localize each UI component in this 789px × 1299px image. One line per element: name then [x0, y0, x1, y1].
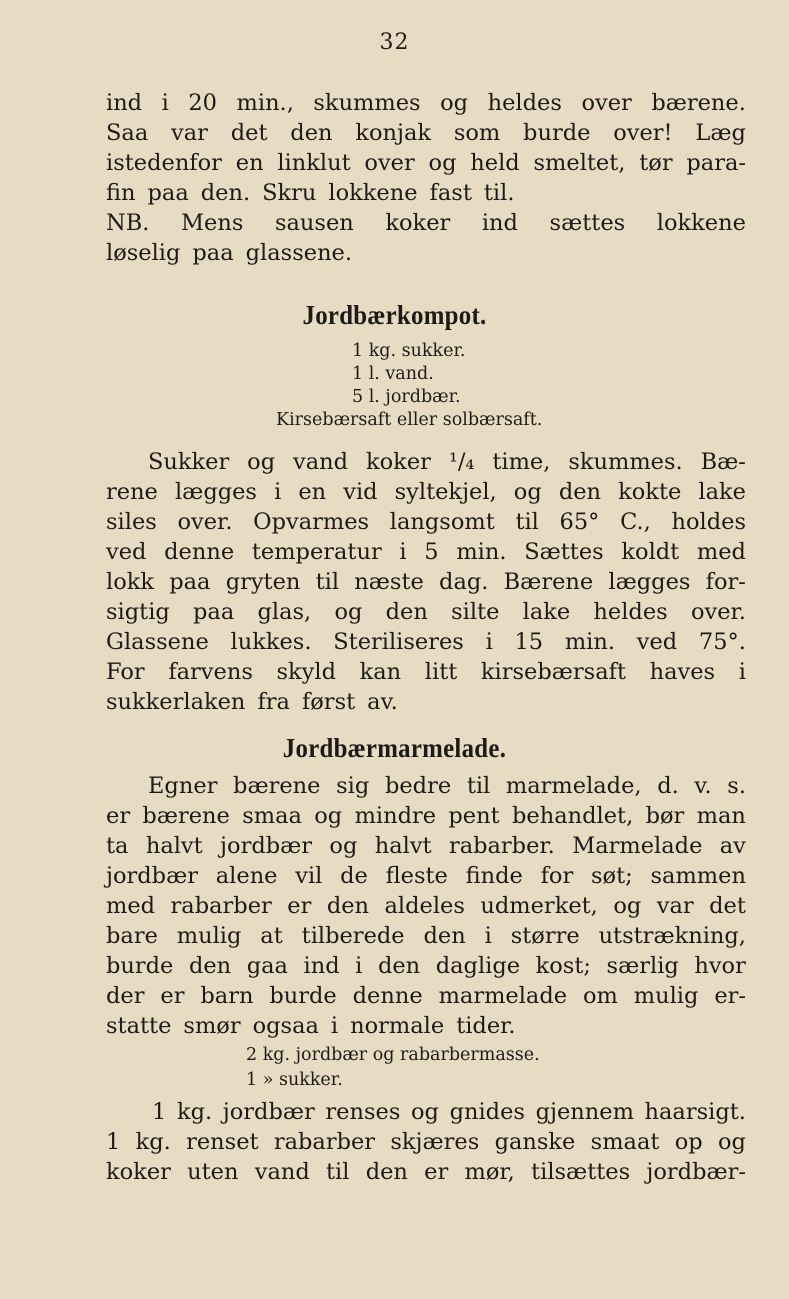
- word: temperatur: [251, 539, 382, 565]
- word: over.: [177, 509, 233, 535]
- word: paa: [147, 180, 189, 206]
- word: gryten: [225, 569, 301, 595]
- word: en: [235, 150, 264, 176]
- word: istedenfor: [106, 150, 222, 176]
- word: halvt: [374, 833, 432, 859]
- word: og: [247, 449, 276, 475]
- word: lægges: [608, 569, 691, 595]
- word: lake: [522, 599, 571, 625]
- text-line: [106, 1127, 746, 1157]
- word: fleste: [385, 863, 448, 889]
- word: 5: [424, 539, 439, 565]
- word: fast: [429, 180, 472, 206]
- word: paa: [192, 240, 234, 266]
- text-line: [106, 477, 746, 507]
- word: mør,: [464, 1159, 515, 1185]
- word: smør: [183, 1013, 241, 1039]
- ingredient-line: Kirsebærsaft eller solbærsaft.: [276, 410, 543, 430]
- word: tør: [639, 150, 673, 176]
- word: lake: [698, 479, 746, 505]
- word: i: [274, 479, 282, 505]
- word: over: [364, 150, 415, 176]
- word: om: [582, 983, 618, 1009]
- word: marmelade,: [505, 773, 642, 799]
- word: skjæres: [390, 1129, 480, 1155]
- word: større: [510, 923, 580, 949]
- word: kokte: [618, 479, 682, 505]
- word: 20: [188, 90, 217, 116]
- word: sig: [336, 773, 370, 799]
- text-line: [106, 1011, 746, 1041]
- text-line: [106, 208, 746, 238]
- word: 1: [152, 1099, 167, 1125]
- word: denne: [164, 539, 235, 565]
- word: udmerket,: [480, 893, 598, 919]
- word: til: [326, 1159, 350, 1185]
- word: alene: [215, 863, 278, 889]
- word: kost;: [535, 953, 591, 979]
- word: søt;: [591, 863, 633, 889]
- word: Marmelade: [572, 833, 703, 859]
- word: renses: [325, 1099, 401, 1125]
- text-line: [106, 238, 746, 268]
- word: bedre: [384, 773, 452, 799]
- word: i: [330, 1013, 339, 1039]
- word: Steriliseres: [333, 629, 464, 655]
- word: paa: [193, 599, 235, 625]
- word: fin: [106, 180, 136, 206]
- word: rabarber: [273, 1129, 376, 1155]
- word: kg.: [176, 1099, 213, 1125]
- word: silte: [451, 599, 500, 625]
- word: marmelade: [438, 983, 568, 1009]
- word: ved: [636, 629, 678, 655]
- word: smaa: [242, 803, 302, 829]
- word: den: [290, 120, 333, 146]
- word: heldes: [487, 90, 562, 116]
- word: behandlet,: [512, 803, 634, 829]
- word: den: [558, 479, 602, 505]
- word: denne: [352, 983, 423, 1009]
- word: lokk: [106, 569, 155, 595]
- word: og: [613, 893, 642, 919]
- word: sammen: [650, 863, 746, 889]
- word: den: [385, 599, 428, 625]
- word: til: [515, 509, 539, 535]
- heading-jordbaerkompot: Jordbærkompot.: [302, 300, 487, 330]
- word: den: [326, 893, 370, 919]
- word: og: [717, 1129, 746, 1155]
- word: med: [696, 539, 746, 565]
- word: mulig: [176, 923, 242, 949]
- word: Saa: [106, 120, 149, 146]
- word: s.: [727, 773, 746, 799]
- word: som: [453, 120, 501, 146]
- word: fra: [257, 689, 290, 715]
- word: 15: [514, 629, 544, 655]
- text-line: [106, 627, 746, 657]
- word: skummes: [313, 90, 421, 116]
- word: i: [399, 539, 407, 565]
- word: 75°.: [698, 629, 746, 655]
- heading-jordbaermarmelade: Jordbærmarmelade.: [282, 733, 507, 763]
- word: smaat: [590, 1129, 660, 1155]
- word: Opvarmes: [253, 509, 370, 535]
- text-line: [106, 981, 746, 1011]
- ingredient-line: 1 kg. sukker.: [352, 341, 466, 361]
- word: uten: [187, 1159, 239, 1185]
- word: til.: [483, 180, 515, 206]
- text-line: [106, 1157, 746, 1187]
- marmelade-paragraph: [106, 771, 746, 1041]
- word: er: [106, 803, 131, 829]
- word: er: [160, 983, 185, 1009]
- word: bærene: [233, 773, 321, 799]
- word: ganske: [494, 1129, 576, 1155]
- text-line: [106, 178, 746, 208]
- word: tider.: [456, 1013, 516, 1039]
- text-line: [106, 861, 746, 891]
- word: kg.: [135, 1129, 171, 1155]
- word: smeltet,: [533, 150, 626, 176]
- word: gnides: [449, 1099, 525, 1125]
- word: er: [287, 893, 312, 919]
- word: Bærene: [503, 569, 594, 595]
- text-line: [106, 657, 746, 687]
- word: mulig: [633, 983, 699, 1009]
- word: barn: [200, 983, 254, 1009]
- intro-paragraph: [106, 88, 746, 268]
- word: NB.: [106, 210, 150, 236]
- text-line: [106, 891, 746, 921]
- word: Læg: [695, 120, 746, 146]
- word: bare: [106, 923, 158, 949]
- text-line: [106, 507, 746, 537]
- word: gjennem: [535, 1099, 634, 1125]
- word: d.: [657, 773, 679, 799]
- word: heldes: [593, 599, 668, 625]
- word: var: [171, 120, 208, 146]
- word: Bæ-: [700, 449, 746, 475]
- word: den.: [200, 180, 251, 206]
- word: konjak: [355, 120, 432, 146]
- word: sættes: [549, 210, 626, 236]
- text-line: [106, 118, 746, 148]
- text-line: [106, 537, 746, 567]
- word: para-: [686, 150, 746, 176]
- text-line: [152, 1097, 746, 1127]
- word: vand: [293, 449, 349, 475]
- word: koldt: [621, 539, 680, 565]
- word: over: [581, 90, 632, 116]
- page-number: 32: [379, 30, 410, 55]
- word: de: [340, 863, 368, 889]
- word: haarsigt.: [644, 1099, 746, 1125]
- word: sukkerlaken: [106, 689, 246, 715]
- word: av.: [367, 689, 398, 715]
- text-line: [148, 771, 746, 801]
- word: over!: [613, 120, 673, 146]
- word: litt: [424, 659, 458, 685]
- text-line: [106, 951, 746, 981]
- text-line: [106, 921, 746, 951]
- word: mindre: [354, 803, 437, 829]
- word: i: [355, 953, 363, 979]
- word: ta: [106, 833, 129, 859]
- word: og: [428, 150, 457, 176]
- word: ind: [303, 953, 340, 979]
- word: og: [411, 1099, 439, 1125]
- word: lokkene: [656, 210, 746, 236]
- word: der: [106, 983, 145, 1009]
- word: vil: [295, 863, 323, 889]
- word: sigtig: [106, 599, 170, 625]
- text-line: [148, 447, 746, 477]
- word: bærene.: [651, 90, 746, 116]
- word: paa: [169, 569, 211, 595]
- word: var: [656, 893, 694, 919]
- ingredient-line: 2 kg. jordbær og rabarbermasse.: [246, 1045, 540, 1065]
- word: sausen: [274, 210, 354, 236]
- word: den: [377, 953, 421, 979]
- word: tilsættes: [531, 1159, 631, 1185]
- word: bør: [645, 803, 685, 829]
- word: ogsaa: [252, 1013, 319, 1039]
- word: held: [470, 150, 520, 176]
- word: jordbær-: [646, 1159, 746, 1185]
- word: gaa: [246, 953, 288, 979]
- word: skummes.: [568, 449, 683, 475]
- word: ind: [106, 90, 143, 116]
- word: langsomt: [389, 509, 495, 535]
- word: lokkene: [328, 180, 418, 206]
- word: glas,: [257, 599, 312, 625]
- word: det: [709, 893, 746, 919]
- word: lægges: [174, 479, 257, 505]
- word: Egner: [148, 773, 218, 799]
- word: pent: [448, 803, 500, 829]
- word: 1: [106, 1129, 121, 1155]
- word: jordbær: [222, 1099, 315, 1125]
- word: min.: [564, 629, 616, 655]
- marmelade-method-paragraph: [106, 1097, 746, 1187]
- word: rabarber: [170, 893, 272, 919]
- word: er-: [714, 983, 746, 1009]
- word: bærene: [142, 803, 230, 829]
- word: man: [696, 803, 746, 829]
- word: i: [484, 923, 492, 949]
- word: det: [230, 120, 268, 146]
- text-line: [106, 801, 746, 831]
- word: min.: [456, 539, 507, 565]
- word: av: [719, 833, 746, 859]
- word: og: [334, 599, 363, 625]
- ingredient-line: 1 l. vand.: [352, 364, 434, 384]
- word: og: [513, 479, 542, 505]
- word: farvens: [168, 659, 253, 685]
- word: hvor: [694, 953, 746, 979]
- text-line: [106, 148, 746, 178]
- word: renset: [186, 1129, 259, 1155]
- word: haves: [649, 659, 716, 685]
- word: koker: [385, 210, 451, 236]
- word: den: [423, 923, 466, 949]
- word: halvt: [145, 833, 203, 859]
- word: for-: [705, 569, 746, 595]
- word: lukkes.: [230, 629, 312, 655]
- word: jordbær: [220, 833, 313, 859]
- word: den: [365, 1159, 408, 1185]
- word: til: [466, 773, 491, 799]
- word: vid: [343, 479, 378, 505]
- word: op: [674, 1129, 703, 1155]
- word: statte: [106, 1013, 172, 1039]
- word: næste: [354, 569, 424, 595]
- word: jordbær: [106, 863, 198, 889]
- word: til: [315, 569, 340, 595]
- text-line: [106, 567, 746, 597]
- word: i: [161, 90, 169, 116]
- word: særlig: [606, 953, 679, 979]
- word: vand: [254, 1159, 310, 1185]
- word: siles: [106, 509, 157, 535]
- word: Sukker: [148, 449, 230, 475]
- word: er: [424, 1159, 449, 1185]
- word: ind: [481, 210, 518, 236]
- word: min.,: [236, 90, 294, 116]
- word: over.: [690, 599, 746, 625]
- word: 65°: [559, 509, 600, 535]
- word: Sættes: [524, 539, 604, 565]
- word: først: [301, 689, 356, 715]
- word: daglige: [435, 953, 521, 979]
- word: burde: [106, 953, 174, 979]
- word: kan: [359, 659, 402, 685]
- word: koker: [106, 1159, 171, 1185]
- word: kirsebærsaft: [480, 659, 626, 685]
- word: utstrækning,: [598, 923, 746, 949]
- word: Skru: [262, 180, 317, 206]
- word: burde: [269, 983, 337, 1009]
- word: aldeles: [384, 893, 465, 919]
- word: glassene.: [245, 240, 353, 266]
- word: rene: [106, 479, 158, 505]
- text-line: [106, 831, 746, 861]
- text-line: [106, 88, 746, 118]
- text-line: [106, 597, 746, 627]
- word: normale: [350, 1013, 445, 1039]
- word: og: [314, 803, 343, 829]
- word: og: [440, 90, 469, 116]
- word: linklut: [277, 150, 351, 176]
- word: med: [106, 893, 156, 919]
- word: den: [188, 953, 232, 979]
- kompot-paragraph: [106, 447, 746, 717]
- word: v.: [694, 773, 712, 799]
- text-line: [106, 687, 746, 717]
- word: løselig: [106, 240, 181, 266]
- word: holdes: [671, 509, 746, 535]
- word: Mens: [180, 210, 244, 236]
- word: i: [738, 659, 746, 685]
- ingredient-line: 5 l. jordbær.: [352, 387, 461, 407]
- word: og: [329, 833, 358, 859]
- word: dag.: [439, 569, 489, 595]
- word: syltekjel,: [394, 479, 497, 505]
- word: burde: [523, 120, 591, 146]
- word: For: [106, 659, 145, 685]
- word: skyld: [276, 659, 336, 685]
- word: en: [298, 479, 327, 505]
- word: for: [540, 863, 574, 889]
- ingredient-line: 1 » sukker.: [246, 1070, 343, 1090]
- word: ¹/₄: [448, 449, 475, 475]
- word: ved: [106, 539, 147, 565]
- word: i: [485, 629, 493, 655]
- word: finde: [465, 863, 523, 889]
- word: koker: [366, 449, 431, 475]
- word: tilberede: [301, 923, 405, 949]
- word: at: [260, 923, 283, 949]
- word: time,: [492, 449, 551, 475]
- word: C.,: [620, 509, 651, 535]
- word: Glassene: [106, 629, 209, 655]
- word: rabarber.: [448, 833, 555, 859]
